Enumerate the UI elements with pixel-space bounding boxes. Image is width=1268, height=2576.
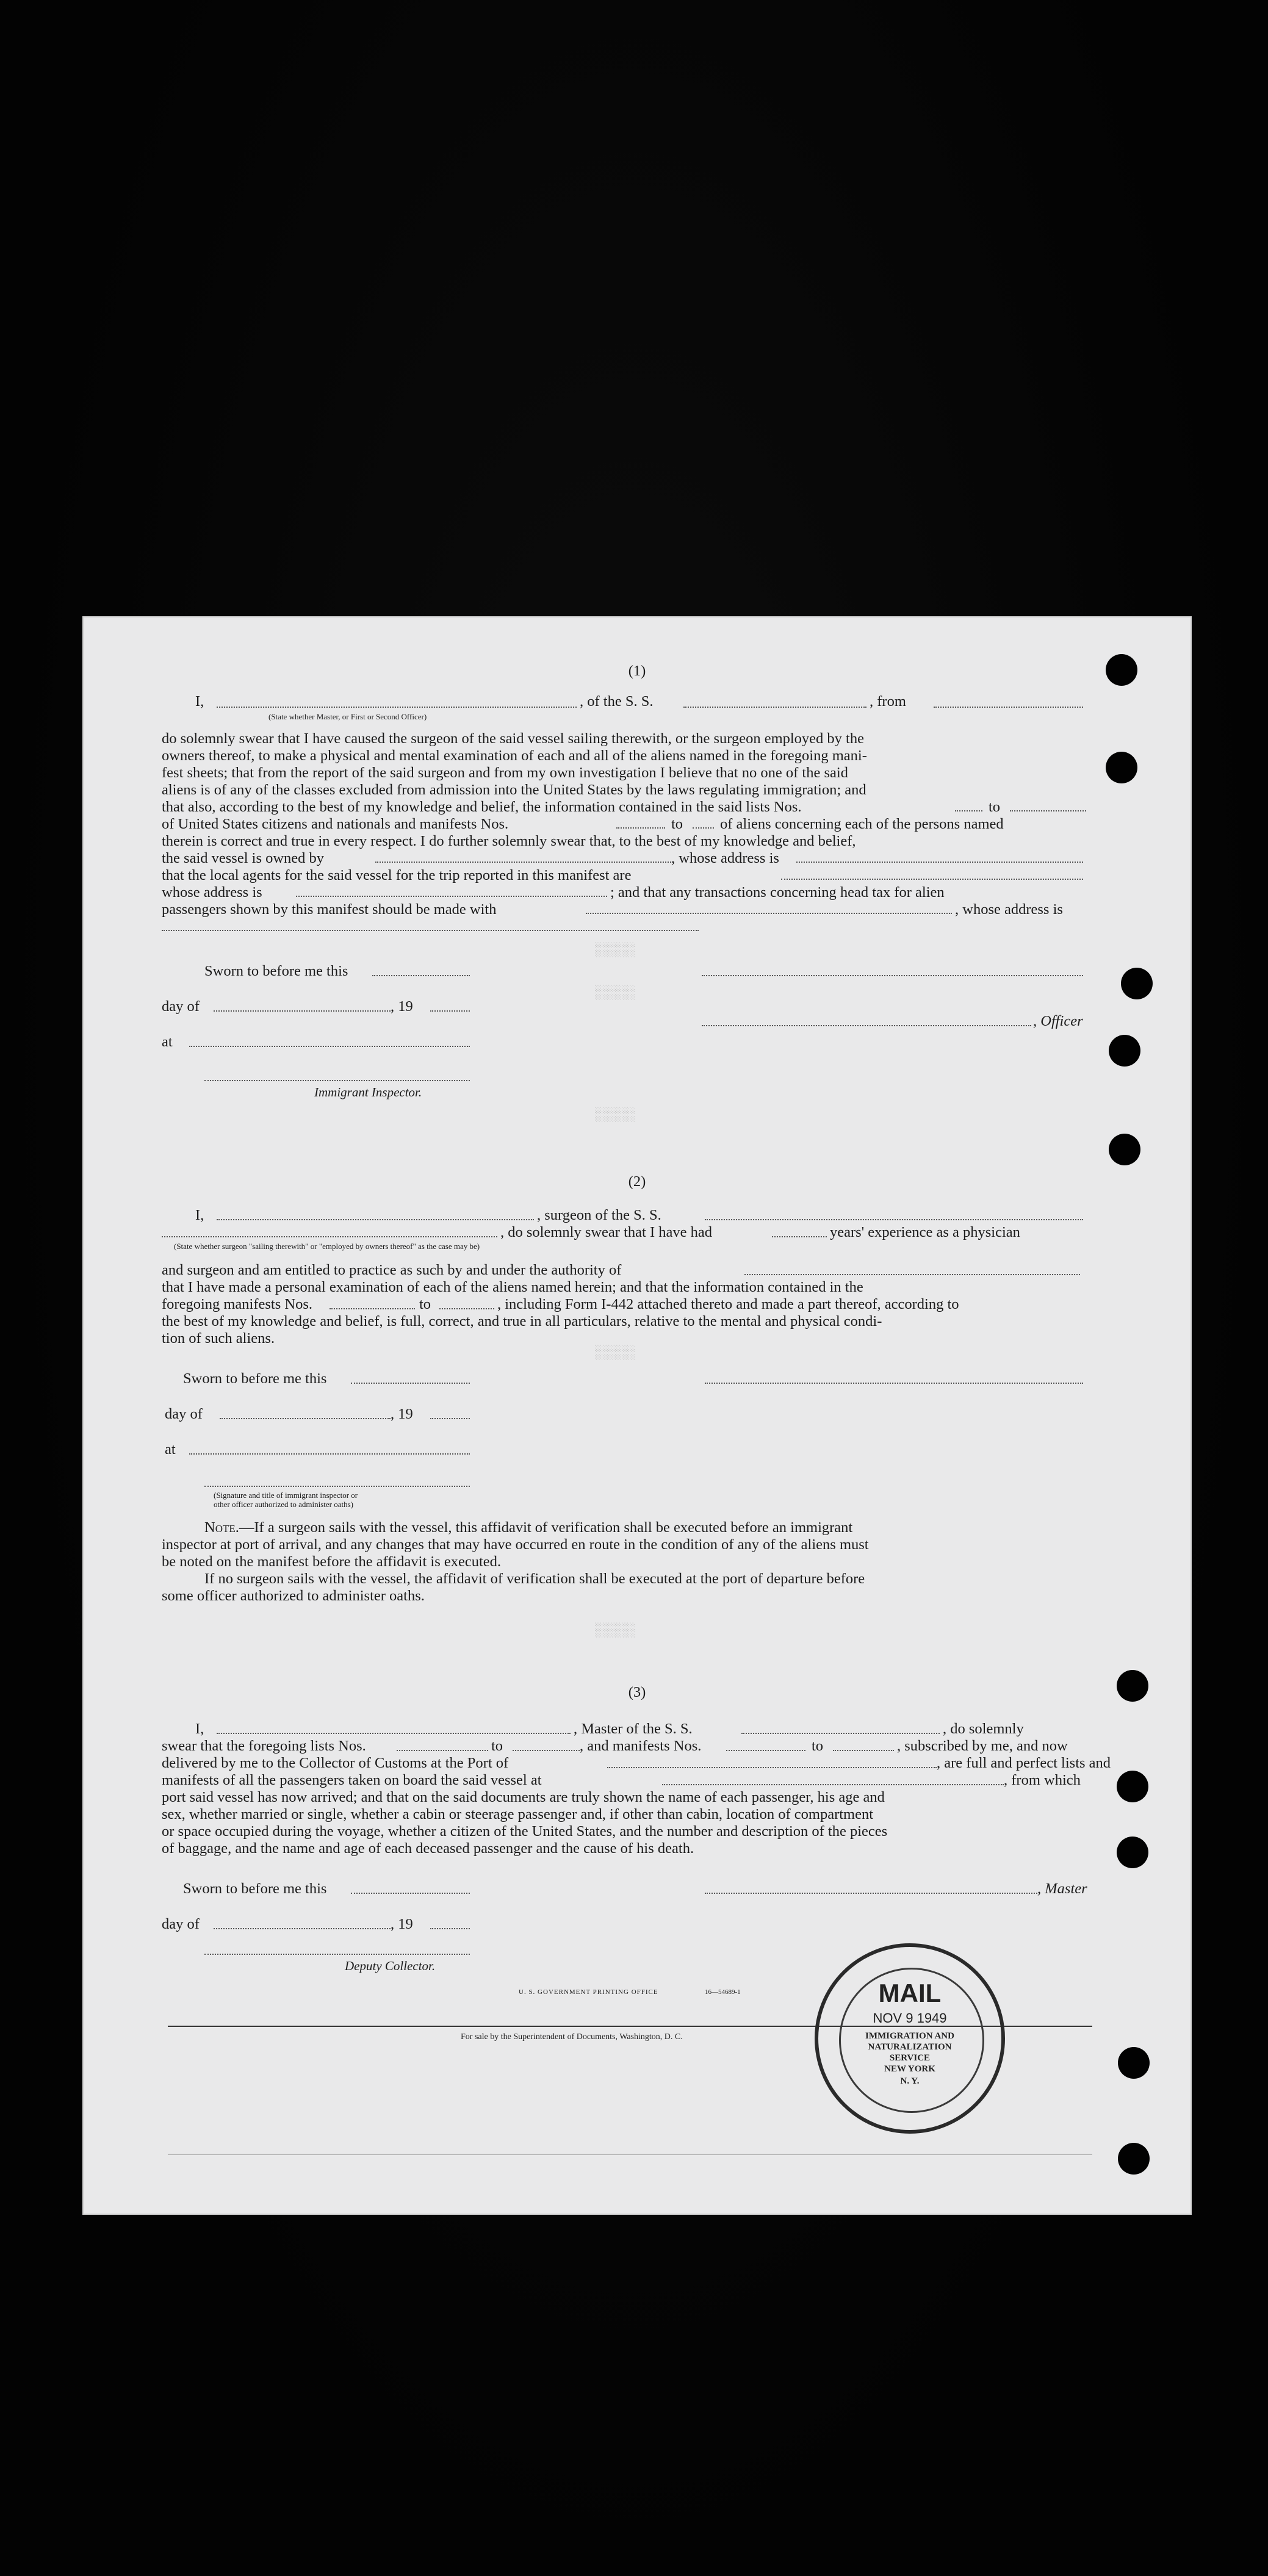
punch-hole — [1118, 2047, 1150, 2079]
section-2-i: I, — [195, 1207, 204, 1223]
signature-note-2: other officer authorized to administer oaths) — [214, 1500, 353, 1509]
section-2-at: at — [165, 1441, 176, 1458]
year-line-3 — [430, 1928, 470, 1929]
mail-received-stamp — [815, 1943, 1005, 2134]
day-line-2 — [220, 1418, 391, 1419]
bleed-through: ░░░░░ — [595, 943, 636, 958]
year-line-1 — [430, 1010, 470, 1012]
lists-to-line — [1010, 810, 1086, 811]
s3-lists-to-line — [513, 1750, 580, 1751]
section-2-line-5: tion of such aliens. — [162, 1330, 275, 1347]
punch-hole — [1109, 1035, 1140, 1067]
at-line-1 — [189, 1046, 470, 1047]
section-2-number: (2) — [628, 1173, 646, 1190]
owner-address-line — [796, 862, 1083, 863]
surgeon-signature-line — [705, 1383, 1083, 1384]
sale-notice: For sale by the Superintendent of Documents, Washington, D. C. — [461, 2032, 683, 2042]
surgeon-ship-line — [705, 1219, 1083, 1220]
section-2-line-2: that I have made a personal examination of each of the aliens named herein; and that the information contained in the — [162, 1279, 863, 1295]
head-tax: ; and that any transactions concerning head tax for alien — [610, 884, 945, 901]
customs-port-line — [607, 1767, 937, 1768]
punch-hole — [1106, 752, 1137, 783]
gpo-code: 16—54689-1 — [705, 1988, 741, 1996]
section-2-year: , 19 — [391, 1406, 413, 1422]
deputy-signature-line — [204, 1954, 470, 1955]
owner-line — [375, 862, 671, 863]
s3-manifests-from-line — [726, 1750, 805, 1751]
punch-hole — [1109, 1134, 1140, 1165]
s3-manifests-to-line — [833, 1750, 894, 1751]
day-line-3 — [214, 1928, 391, 1929]
note-text-1: —If a surgeon sails with the vessel, this affidavit of verification shall be executed before an immigrant — [239, 1519, 853, 1536]
note-line-5: some officer authorized to administer oaths. — [162, 1588, 425, 1604]
section-1-line-7: therein is correct and true in every respect. I do further solemnly swear that, to the best of my knowledge and belief, — [162, 833, 856, 849]
ship-name-line — [683, 707, 866, 708]
bottom-edge-line — [168, 2154, 1092, 2155]
section-1-line-6: of United States citizens and nationals and manifests Nos. — [162, 816, 509, 832]
master-of: , Master of the S. S. — [574, 1721, 693, 1737]
agent-address-line — [296, 896, 607, 897]
section-1-number: (1) — [628, 663, 646, 679]
section-3-sworn: Sworn to before me this — [183, 1880, 327, 1897]
note-line-4: If no surgeon sails with the vessel, the affidavit of verification shall be executed at the port of departure before — [204, 1570, 865, 1587]
section-2-solemnly: , do solemnly swear that I have had — [500, 1224, 712, 1240]
punch-hole — [1117, 1670, 1148, 1702]
lists-from-line — [955, 810, 982, 811]
surgeon-name-line — [217, 1219, 534, 1220]
punch-hole — [1117, 1837, 1148, 1868]
section-1-line-5: that also, according to the best of my knowledge and belief, the information contained in the said lists Nos. — [162, 799, 802, 815]
section-2-day-of: day of — [165, 1406, 203, 1422]
years-experience: years' experience as a physician — [830, 1224, 1020, 1240]
section-3-i: I, — [195, 1721, 204, 1737]
local-agents-line — [781, 879, 1083, 880]
at-line-2 — [189, 1453, 470, 1455]
stamp-state: N. Y. — [900, 2076, 920, 2086]
officer-signature-line-b — [702, 1025, 1031, 1026]
inspector-signature-line-2 — [204, 1486, 470, 1487]
section-1-year: , 19 — [391, 998, 413, 1015]
manifests-nos-from-line — [330, 1308, 415, 1309]
section-3-line-2: delivered by me to the Collector of Customs at the Port of — [162, 1755, 509, 1771]
surgeon-type-line — [162, 1236, 497, 1237]
section-2-line-4: the best of my knowledge and belief, is full, correct, and true in all particulars, relative to the mental and physical condi- — [162, 1313, 882, 1329]
section-1-line-1: do solemnly swear that I have caused the surgeon of the said vessel sailing therewith, or the surgeon employed by the — [162, 730, 864, 747]
section-1-line-9: that the local agents for the said vessel for the trip reported in this manifest are — [162, 867, 632, 883]
master-title: , Master — [1037, 1880, 1087, 1897]
section-3-to-a: to — [491, 1738, 503, 1754]
inspector-signature-line — [204, 1080, 470, 1081]
section-3-line-6: or space occupied during the voyage, whether a citizen of the United States, and the number and description of the pieces — [162, 1823, 888, 1840]
surgeon-of: , surgeon of the S. S. — [537, 1207, 661, 1223]
stamp-mail: MAIL — [878, 1979, 942, 2007]
year-line-2 — [430, 1418, 470, 1419]
section-3-line-3: manifests of all the passengers taken on board the said vessel at — [162, 1772, 542, 1788]
officer-title: , Officer — [1033, 1013, 1083, 1029]
stamp-agency-1: IMMIGRATION AND — [865, 2031, 954, 2041]
section-3-line-4: port said vessel has now arrived; and that on the said documents are truly shown the name of each passenger, his age and — [162, 1789, 885, 1805]
head-tax-address-line — [162, 930, 699, 931]
authority-line — [744, 1274, 1080, 1275]
master-ship-line — [741, 1733, 940, 1734]
sworn-line-2 — [351, 1383, 470, 1384]
aliens-concerning: of aliens concerning each of the persons named — [720, 816, 1004, 832]
day-line-1 — [214, 1010, 391, 1012]
bleed-through: ░░░░░ — [595, 1107, 636, 1123]
note-line-1 — [204, 1520, 852, 1536]
section-3-number: (3) — [628, 1684, 646, 1700]
section-1-line-8: the said vessel is owned by — [162, 850, 325, 866]
section-3-line-7: of baggage, and the name and age of each deceased passenger and the cause of his death. — [162, 1840, 694, 1857]
bleed-through: ░░░░░ — [595, 1623, 636, 1638]
taken-aboard-line — [662, 1784, 1004, 1785]
including-form: , including Form I-442 attached thereto and made a part thereof, according to — [497, 1296, 959, 1312]
section-1-of-ss: , of the S. S. — [580, 693, 654, 710]
section-1-line-4: aliens is of any of the classes excluded from admission into the United States by the laws regulating immigration; and — [162, 782, 866, 798]
section-2-line-1: and surgeon and am entitled to practice as such by and under the authority of — [162, 1262, 622, 1278]
note-line-3: be noted on the manifest before the affidavit is executed. — [162, 1553, 502, 1570]
years-line — [772, 1236, 827, 1237]
note-label: Note. — [204, 1519, 239, 1536]
master-signature-line — [705, 1893, 1037, 1894]
section-1-i: I, — [195, 693, 204, 710]
gpo-imprint: U. S. GOVERNMENT PRINTING OFFICE — [519, 1988, 658, 1996]
section-2-sworn: Sworn to before me this — [183, 1370, 327, 1387]
sailing-note: (State whether surgeon "sailing therewith" or "employed by owners thereof" as the case may be) — [174, 1242, 480, 1251]
punch-hole — [1121, 968, 1153, 999]
section-1-day-of: day of — [162, 998, 200, 1015]
stamp-city: NEW YORK — [884, 2064, 935, 2074]
section-3-day-of: day of — [162, 1916, 200, 1932]
section-1-from: , from — [870, 693, 906, 710]
manifests-nos-to-line — [439, 1308, 494, 1309]
officer-signature-line-a — [702, 975, 1083, 976]
section-1-line-11: passengers shown by this manifest should be made with — [162, 901, 497, 918]
manifests-to-line — [693, 827, 714, 829]
deputy-collector: Deputy Collector. — [345, 1959, 436, 1973]
section-1-to-a: to — [989, 799, 1001, 815]
note-line-2: inspector at port of arrival, and any changes that may have occurred en route in the condition of any of the aliens must — [162, 1536, 869, 1553]
section-1-line-2: owners thereof, to make a physical and mental examination of each and all of the aliens named in the foregoing mani- — [162, 747, 867, 764]
head-tax-whose-address: , whose address is — [955, 901, 1063, 918]
bleed-through: ░░░░░ — [595, 985, 636, 1001]
stamp-agency-3: SERVICE — [889, 2053, 931, 2063]
section-3-line-1: swear that the foregoing lists Nos. — [162, 1738, 366, 1754]
signature-note-1: (Signature and title of immigrant inspector or — [214, 1491, 358, 1500]
section-3-to-b: to — [812, 1738, 824, 1754]
bleed-through: ░░░░░ — [595, 1345, 636, 1361]
punch-hole — [1117, 1771, 1148, 1802]
punch-hole — [1118, 2143, 1150, 2175]
subscribed: , subscribed by me, and now — [897, 1738, 1068, 1754]
s3-lists-from-line — [397, 1750, 488, 1751]
officer-name-line — [217, 707, 577, 708]
master-name-line — [217, 1733, 571, 1734]
punch-hole — [1106, 654, 1137, 686]
from-which: , from which — [1004, 1772, 1081, 1788]
section-2-to: to — [419, 1296, 431, 1312]
head-tax-line — [586, 913, 952, 914]
immigrant-inspector: Immigrant Inspector. — [314, 1085, 422, 1099]
section-1-line-10: whose address is — [162, 884, 262, 901]
full-perfect: , are full and perfect lists and — [937, 1755, 1111, 1771]
section-3-year: , 19 — [391, 1916, 413, 1932]
manifests-from-line — [616, 827, 665, 829]
section-2-line-3: foregoing manifests Nos. — [162, 1296, 312, 1312]
section-3-line-5: sex, whether married or single, whether a cabin or steerage passenger and, if other than cabin, location of compartment — [162, 1806, 874, 1822]
section-1-sworn: Sworn to before me this — [204, 963, 348, 979]
stamp-date: NOV 9 1949 — [873, 2010, 947, 2026]
sworn-line-3 — [351, 1893, 470, 1894]
section-1-line-3: fest sheets; that from the report of the said surgeon and from my own investigation I believe that no one of the said — [162, 765, 848, 781]
section-1-at: at — [162, 1034, 173, 1050]
officer-note: (State whether Master, or First or Second Officer) — [268, 712, 427, 721]
sworn-line-1 — [372, 975, 470, 976]
from-port-line — [934, 707, 1083, 708]
section-1-to-b: to — [671, 816, 683, 832]
section-3-solemnly: , do solemnly — [943, 1721, 1024, 1737]
manifest-affidavit-page — [82, 616, 1192, 2215]
owner-whose-address: , whose address is — [671, 850, 779, 866]
and-manifests: , and manifests Nos. — [580, 1738, 702, 1754]
stamp-agency-2: NATURALIZATION — [868, 2042, 952, 2052]
